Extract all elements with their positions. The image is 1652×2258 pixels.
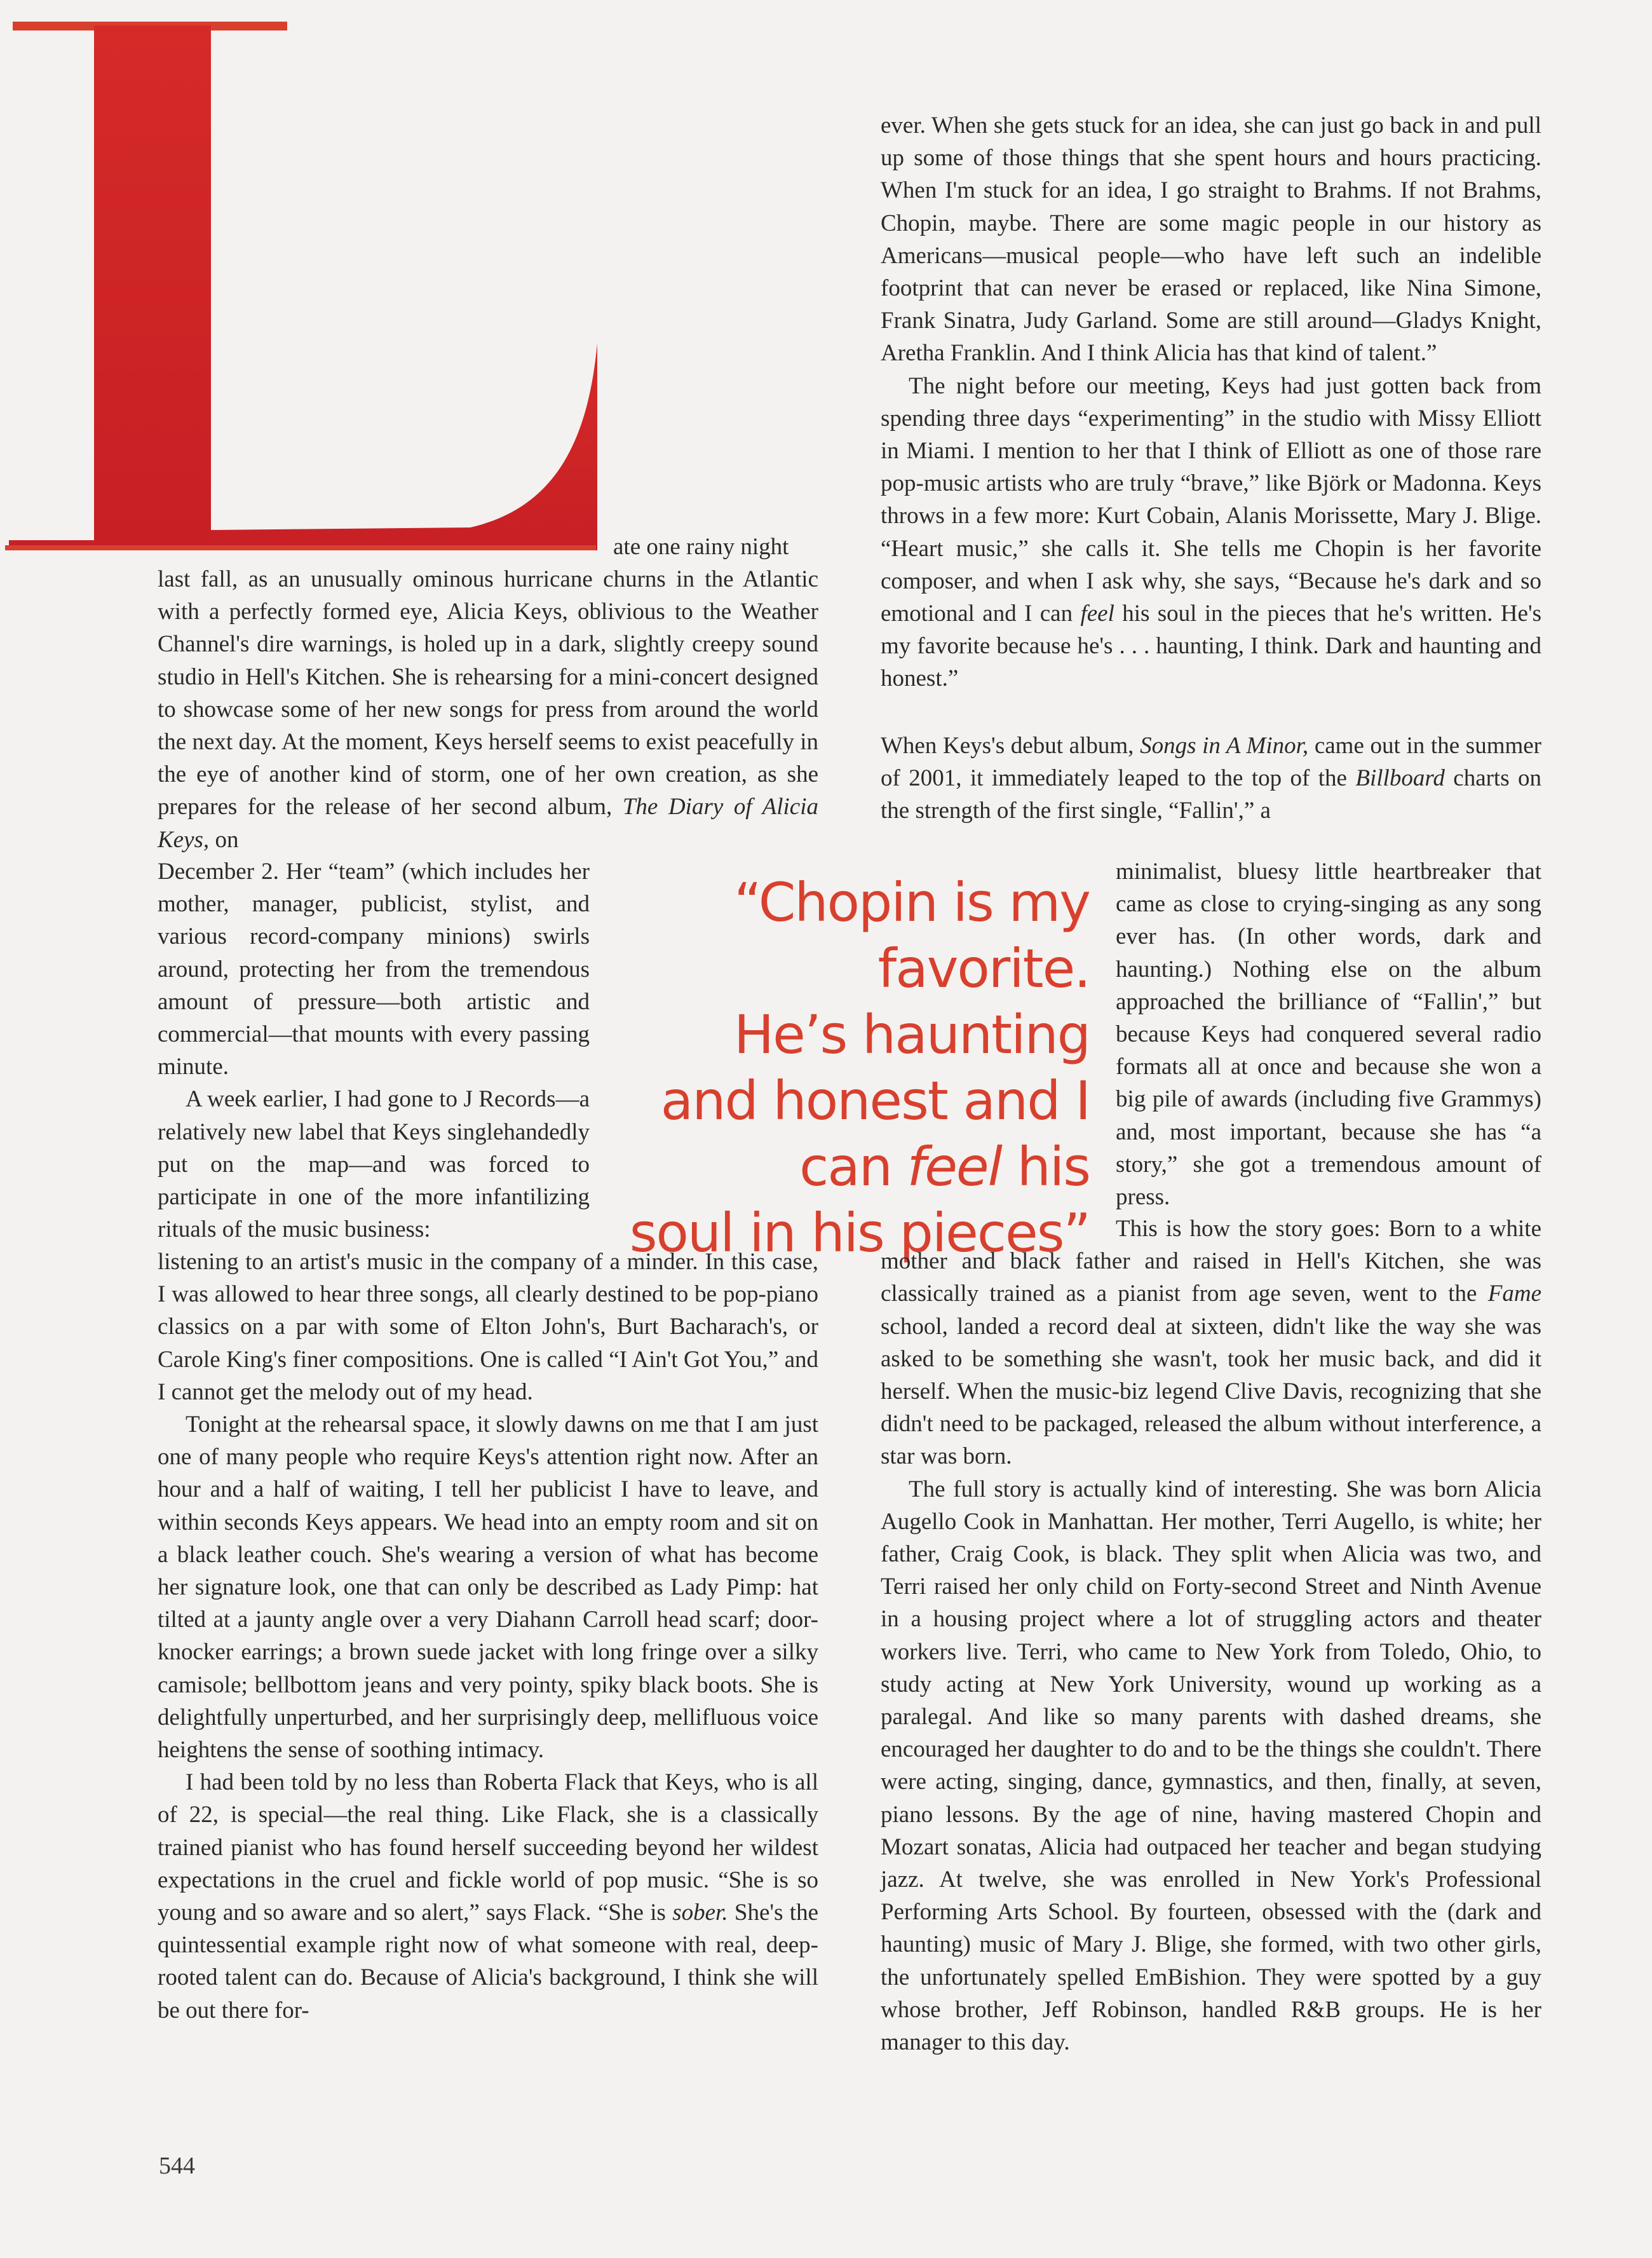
body-text: The night before our meeting, Keys had just gotten back from spending three days “experimenting” in the studio with Missy Elliott in Miami. I mention to her that I think of Elliott as one of those rare pop-music artists who are truly “brave,” like Björk or Madonna. Keys throws in a few more: Kurt Cobain, Alanis Morissette, Mary J. Blige. “Heart music,” she calls it. She tells me Chopin is her favorite composer, and when I ask why, she says, “Because he's dark and so emotional and I can xyxy=(881,372,1541,627)
paragraph: The full story is actually kind of interesting. She was born Alicia Augello Cook in Manhattan. Her mother, Terri Augello, is white; her father, Craig Cook, is black. They split when Alicia was two, and Terri raised her only child on Forty-second Street and Ninth Avenue in a housing project where a lot of struggling actors and theater workers live. Terri, who came to New York from Toledo, Ohio, to study acting at New York University, wound up working as a paralegal. And like so many parents with dashed dreams, she encouraged her daughter to do and to be the things she couldn't. There were acting, singing, dance, gymnastics, and then, finally, at seven, piano lessons. By the age of nine, having mastered Chopin and Mozart sonatas, Alicia had outpaced her teacher and began studying jazz. At twelve, she was enrolled in New York's Professional Performing Arts School. By fourteen, obsessed with the (dark and haunting) music of Mary J. Blige, she formed, with two other girls, the unfortunately spelled EmBishion. They were spotted by a guy whose brother, Jeff Robinson, handled R&B groups. He is her manager to this day. xyxy=(881,1476,1541,2056)
album-title: Songs in A Minor, xyxy=(1140,732,1309,759)
drop-cap-letter xyxy=(0,0,610,559)
body-text: came out in the summer of 2001, it immediately leaped to the top of the xyxy=(881,732,1542,791)
publication-title: Billboard xyxy=(1355,765,1445,791)
pull-quote-line: “Chopin is my favorite. xyxy=(734,871,1090,1000)
lead-in-text: ate one rainy night xyxy=(613,534,789,560)
body-text: his soul in the pieces that he's written. He's my favorite because he's . . . haunting, I think. Dark and haunting and honest.” xyxy=(881,601,1542,692)
right-column-top xyxy=(881,109,1541,827)
pull-quote-line: soul in his pieces” xyxy=(629,1202,1090,1264)
pull-quote-line xyxy=(594,1134,1090,1200)
pull-quote-line: He’s haunting xyxy=(733,1003,1090,1066)
right-column-bottom xyxy=(881,1213,1541,2058)
right-column-narrow xyxy=(1116,855,1541,1213)
section-break xyxy=(881,695,1541,730)
body-text: When Keys's debut album, xyxy=(881,732,1134,759)
body-text: charts on the strength of the first single, “Fallin',” a xyxy=(881,765,1542,824)
paragraph xyxy=(881,1213,1541,1473)
page-number: 544 xyxy=(159,2153,195,2179)
pull-quote-line: and honest and I xyxy=(660,1070,1090,1132)
pull-quote-word: can xyxy=(799,1136,891,1198)
body-text: on xyxy=(215,826,239,853)
pull-quote-word: his xyxy=(1017,1136,1090,1198)
album-title: The Diary of Alicia Keys, xyxy=(158,794,818,853)
emphasis-text: sober. xyxy=(672,1900,728,1926)
paragraph: ever. When she gets stuck for an idea, she can just go back in and pull up some of those things that she spent hours and hours practicing. When I'm stuck for an idea, I go straight to Brahms. If not Brahms, Chopin, maybe. There are some magic people in our history as Americans—musical people—who have left such an indelible footprint that can never be erased or replaced, like Nina Simone, Frank Sinatra, Judy Garland. Some are still around—Gladys Knight, Aretha Franklin. And I think Alicia has that kind of talent.” xyxy=(881,112,1541,367)
paragraph xyxy=(881,730,1541,827)
pull-quote xyxy=(594,869,1090,1266)
body-text: last fall, as an unusually ominous hurricane churns in the Atlantic with a perfectly formed eye, Alicia Keys, oblivious to the Weather Channel's dire warnings, is holed up in a dark, slightly creepy sound studio in Hell's Kitchen. She is rehearsing for a mini-concert designed to showcase some of her new songs for press from around the world the next day. At the moment, Keys herself seems to exist peacefully in the eye of another kind of storm, one of her own creation, as she prepares for the release of her second album, xyxy=(158,566,818,820)
body-text: I had been told by no less than Roberta Flack that Keys, who is all of 22, is special—the real thing. Like Flack, she is a classically trained pianist who has found herself succeeding beyond her wildest expectations in the cruel and fickle world of pop music. “She is so young and so aware and so alert,” says Flack. “She is xyxy=(158,1769,818,1926)
left-column-narrow xyxy=(158,855,590,1246)
paragraph: minimalist, bluesy little heartbreaker that came as close to crying-singing as any song ever has. (In other words, dark and haunting.) Nothing else on the album approached the brilliance of “Fallin',” but because Keys had conquered several radio formats all at once and because she won a big pile of awards (including five Grammys) and, most important, because she has “a story,” she got a tremendous amount of press. xyxy=(1116,859,1541,1211)
body-text: She's the quintessential example right now of what someone with real, deep-rooted talent can do. Because of Alicia's background, I think she will be out there for- xyxy=(158,1900,818,2023)
body-text: This is how the story goes: Born to a white mother and black father and raised in Hell's Kitchen, she was classically trained as a pianist from age seven, went to the xyxy=(881,1216,1541,1307)
paragraph: December 2. Her “team” (which includes her mother, manager, publicist, stylist, and various record-company minions) swirls around, protecting her from the tremendous amount of pressure—both artistic and commercial—that mounts with every passing minute. xyxy=(158,859,590,1080)
paragraph xyxy=(158,1766,818,2027)
paragraph: A week earlier, I had gone to J Records—a relatively new label that Keys singlehandedly put on the map—and was forced to participate in one of the more infantilizing rituals of the music business: xyxy=(158,1086,590,1243)
pull-quote-emphasis: feel xyxy=(907,1136,1001,1198)
emphasis-text: feel xyxy=(1080,601,1114,627)
paragraph: listening to an artist's music in the company of a minder. In this case, I was allowed to hear three songs, all clearly destined to be pop-piano classics on a par with some of Elton John's, Burt Bacharach's, or Carole King's finer compositions. One is called “I Ain't Got You,” and I cannot get the melody out of my head. xyxy=(158,1249,818,1405)
body-text: school, landed a record deal at sixteen, didn't like the way she was asked to be something she wasn't, took her music back, and did it herself. When the music-biz legend Clive Davis, recognizing that she didn't need to be packaged, released the album without interference, a star was born. xyxy=(881,1313,1541,1470)
paragraph xyxy=(881,370,1541,695)
left-column-bottom xyxy=(158,1246,818,2027)
school-name: Fame xyxy=(1487,1281,1542,1307)
left-column-top xyxy=(158,563,818,856)
paragraph: Tonight at the rehearsal space, it slowly dawns on me that I am just one of many people who require Keys's attention right now. After an hour and a half of waiting, I tell her publicist I have to leave, and within seconds Keys appears. We head into an empty room and sit on a black leather couch. She's wearing a version of what has become her signature look, one that can only be described as Lady Pimp: hat tilted at a jaunty angle over a very Diahann Carroll head scarf; door-knocker earrings; a brown suede jacket with long fringe over a silky camisole; bellbottom jeans and very pointy, spiky black boots. She is delightfully unperturbed, and her surprisingly deep, mellifluous voice heightens the sense of soothing intimacy. xyxy=(158,1411,818,1764)
